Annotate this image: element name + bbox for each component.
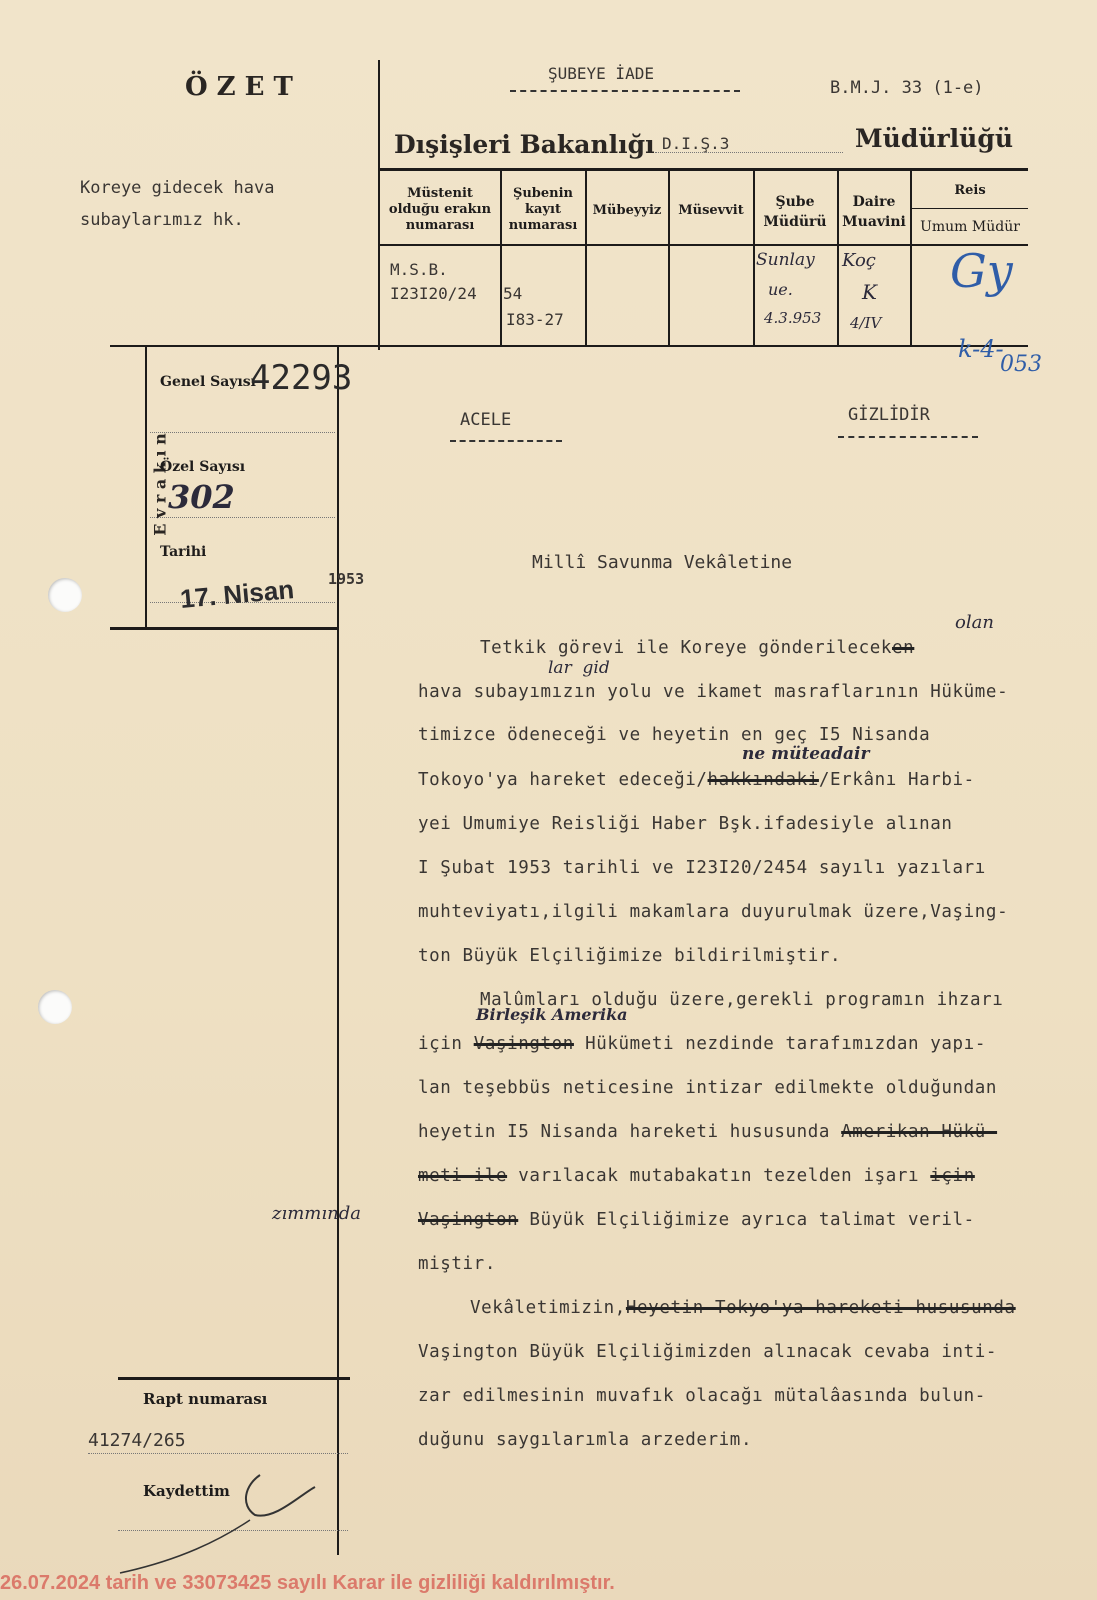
body-p2-line-2: için Vaşington Hükümeti nezdinde tarafımızdan yapı- xyxy=(418,1034,986,1054)
table-header-rule xyxy=(380,244,1028,246)
table-bottom-rule xyxy=(110,345,1028,347)
punch-hole-bottom xyxy=(38,990,72,1024)
rapt-label: Rapt numarası xyxy=(143,1390,268,1408)
tarihi-value: 17. Nisan xyxy=(178,574,296,614)
body-p3-line-1: Vekâletimizin,Heyetin Tokyo'ya hareketi hususunda xyxy=(470,1298,1016,1318)
summary-line-2: subaylarımız hk. xyxy=(80,210,244,230)
body-p1-line-8: ton Büyük Elçiliğimize bildirilmiştir. xyxy=(418,946,842,966)
signature-daire-muavini-1: Koç xyxy=(842,250,876,271)
body-p2-line-4: heyetin I5 Nisanda hareketi hususunda Amerikan Hükü- xyxy=(418,1122,998,1142)
body-p3-line-2: Vaşington Büyük Elçiliğimizden alınacak cevaba inti- xyxy=(418,1342,998,1362)
evrak-sep-1 xyxy=(150,432,335,433)
header-mubeyyiz: Mübeyyiz xyxy=(592,203,662,218)
tarihi-label: Tarihi xyxy=(160,544,207,560)
subeye-iade: ŞUBEYE İADE xyxy=(548,64,654,83)
mudurlugu: Müdürlüğü xyxy=(855,124,1014,153)
header-sube-muduru: Şube Müdürü xyxy=(763,194,827,230)
signature-daire-muavini-3: 4/IV xyxy=(850,314,882,332)
ozet-title: ÖZET xyxy=(185,72,302,102)
subeye-iade-underline xyxy=(510,90,740,92)
body-p2-line-1: Malûmları olduğu üzere,gerekli programın ihzarı xyxy=(480,990,1004,1010)
header-umum-mudur: Umum Müdür xyxy=(920,219,1020,235)
gizlidir-label: GİZLİDİR xyxy=(848,405,930,425)
ministry-name: Dışişleri Bakanlığı xyxy=(394,130,655,159)
tarihi-year: 1953 xyxy=(328,570,365,588)
cell-sube-kayit-l2: I83-27 xyxy=(506,310,564,329)
kaydettim-signature xyxy=(100,1465,340,1575)
acele-underline xyxy=(450,440,562,442)
declassification-watermark: 26.07.2024 tarih ve 33073425 sayılı Karar ile gizliliği kaldırılmıştır. xyxy=(0,1572,615,1594)
hand-olan: olan xyxy=(955,612,994,633)
body-p2-line-6: Vaşington Büyük Elçiliğimize ayrıca talimat veril- xyxy=(418,1210,975,1230)
rapt-number: 41274/265 xyxy=(88,1430,186,1451)
rapt-top-rule xyxy=(118,1377,350,1380)
cell-mustenit-l1: M.S.B. xyxy=(390,260,448,279)
cell-sube-kayit-l1: 54 xyxy=(503,284,523,303)
table-top-rule xyxy=(380,168,1028,171)
table-col-2 xyxy=(585,170,587,346)
evrak-sep-2 xyxy=(150,517,335,518)
signature-daire-muavini-2: K xyxy=(862,280,877,304)
body-p2-line-3: lan teşebbüs neticesine intizar edilmekte olduğundan xyxy=(418,1078,998,1098)
evrakin-side-label: E v r a k ı n xyxy=(150,433,170,536)
department-dots xyxy=(655,152,843,153)
evrak-box-right xyxy=(337,345,339,1555)
cell-mustenit-l2: I23I20/24 xyxy=(390,284,477,303)
rapt-dots xyxy=(88,1453,348,1454)
gizlidir-underline xyxy=(838,436,978,438)
genel-sayisi-value: 42293 xyxy=(250,358,353,398)
body-p3-line-3: zar edilmesinin muvafık olacağı mütalâasında bulun- xyxy=(418,1386,986,1406)
signature-reis-2: k-4- xyxy=(958,335,1004,363)
body-p1-line-1: Tetkik görevi ile Koreye gönderileceken xyxy=(480,638,915,658)
punch-hole-top xyxy=(48,578,82,612)
signature-reis-3: 053 xyxy=(1000,352,1042,377)
hand-birlesik-amerika: Birleşik Amerika xyxy=(476,1005,628,1024)
hand-zimminda: zımmında xyxy=(272,1203,361,1224)
table-col-4 xyxy=(753,170,755,346)
body-p1-line-6: I Şubat 1953 tarihli ve I23I20/2454 sayılı yazıları xyxy=(418,858,986,878)
hand-ne-mutedair: ne müteadair xyxy=(742,744,870,764)
body-p1-line-3: timizce ödeneceği ve heyetin en geç I5 Nisanda xyxy=(418,725,931,745)
body-p2-line-5: meti ile varılacak mutabakatın tezelden işarı için xyxy=(418,1166,975,1186)
header-mustenit: Müstenit olduğu erakın numarası xyxy=(388,186,492,233)
header-reis: Reis xyxy=(954,183,986,198)
evrak-box-left xyxy=(145,345,147,627)
signature-sube-muduru-1: Sunlay xyxy=(756,250,815,270)
addressee: Millî Savunma Vekâletine xyxy=(532,552,793,573)
signature-sube-muduru-2: ue. xyxy=(768,280,793,299)
acele-label: ACELE xyxy=(460,410,512,430)
signature-reis-1: Gy xyxy=(950,244,1013,298)
body-p3-line-4: duğunu saygılarımla arzederim. xyxy=(418,1430,753,1450)
genel-sayisi-label: Genel Sayısı xyxy=(160,374,256,390)
form-code: B.M.J. 33 (1-e) xyxy=(830,78,984,98)
ozel-sayisi-label: Özel Sayısı xyxy=(160,459,246,475)
kaydettim-label: Kaydettim xyxy=(143,1482,230,1500)
body-p1-line-4: Tokoyo'ya hareket edeceği/hakkındaki/Erkânı Harbi- xyxy=(418,770,975,790)
header-sube-kayit: Şubenin kayıt numarası xyxy=(508,186,578,233)
ozel-sayisi-value: 302 xyxy=(168,478,235,516)
signature-sube-muduru-3: 4.3.953 xyxy=(764,309,822,327)
header-musevvit: Müsevvit xyxy=(678,203,744,218)
summary-line-1: Koreye gidecek hava xyxy=(80,178,275,198)
body-p1-line-5: yei Umumiye Reisliği Haber Bşk.ifadesiyle alınan xyxy=(418,814,953,834)
hand-lar-gid: lar gid xyxy=(548,658,610,678)
header-daire-muavini: Daire Muavini xyxy=(842,194,906,230)
reis-divider xyxy=(910,208,1028,209)
department-code: D.I.Ş.3 xyxy=(662,134,730,153)
body-p1-line-7: muhteviyatı,ilgili makamlara duyurulmak üzere,Vaşing- xyxy=(418,902,1009,922)
evrak-box-bottom xyxy=(110,627,339,630)
table-col-3 xyxy=(668,170,670,346)
header-divider xyxy=(378,60,380,350)
body-p1-line-2: hava subayımızın yolu ve ikamet masraflarının Hüküme- xyxy=(418,682,1009,702)
body-p2-line-7: miştir. xyxy=(418,1254,496,1274)
